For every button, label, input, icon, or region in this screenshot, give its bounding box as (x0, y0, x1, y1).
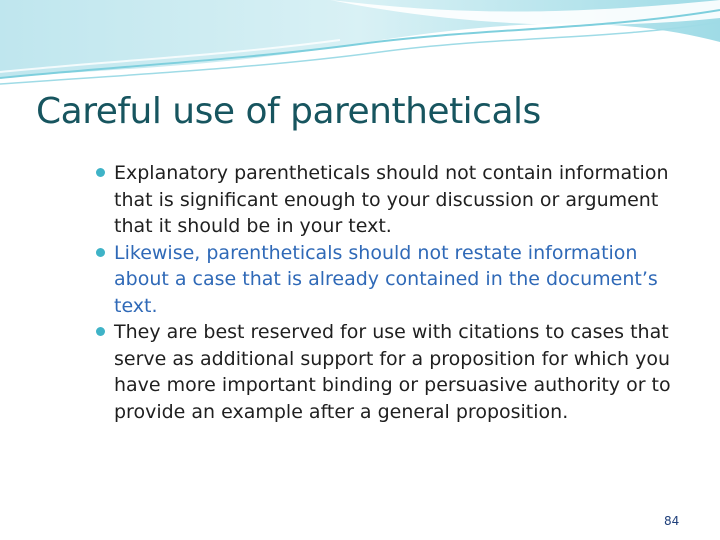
bullet-item (96, 160, 696, 240)
bullet-item (96, 240, 696, 320)
bullet-text: Explanatory parentheticals should not contain information that is significant enough to your discussion or argument that it should be in your text. (114, 162, 669, 237)
bullet-marker-icon (96, 248, 105, 257)
bullet-list (96, 160, 696, 425)
bullet-item (96, 319, 696, 425)
bullet-marker-icon (96, 168, 105, 177)
header-wave-decoration (0, 0, 720, 90)
bullet-text: They are best reserved for use with citations to cases that serve as additional support for a proposition for which you have more important binding or persuasive authority or to provide an example after a general proposition. (114, 321, 671, 423)
bullet-text: Likewise, parentheticals should not restate information about a case that is already contained in the document’s text. (114, 241, 658, 317)
bullet-marker-icon (96, 327, 105, 336)
slide-title: Careful use of parentheticals (36, 91, 541, 132)
page-number: 84 (664, 514, 680, 528)
